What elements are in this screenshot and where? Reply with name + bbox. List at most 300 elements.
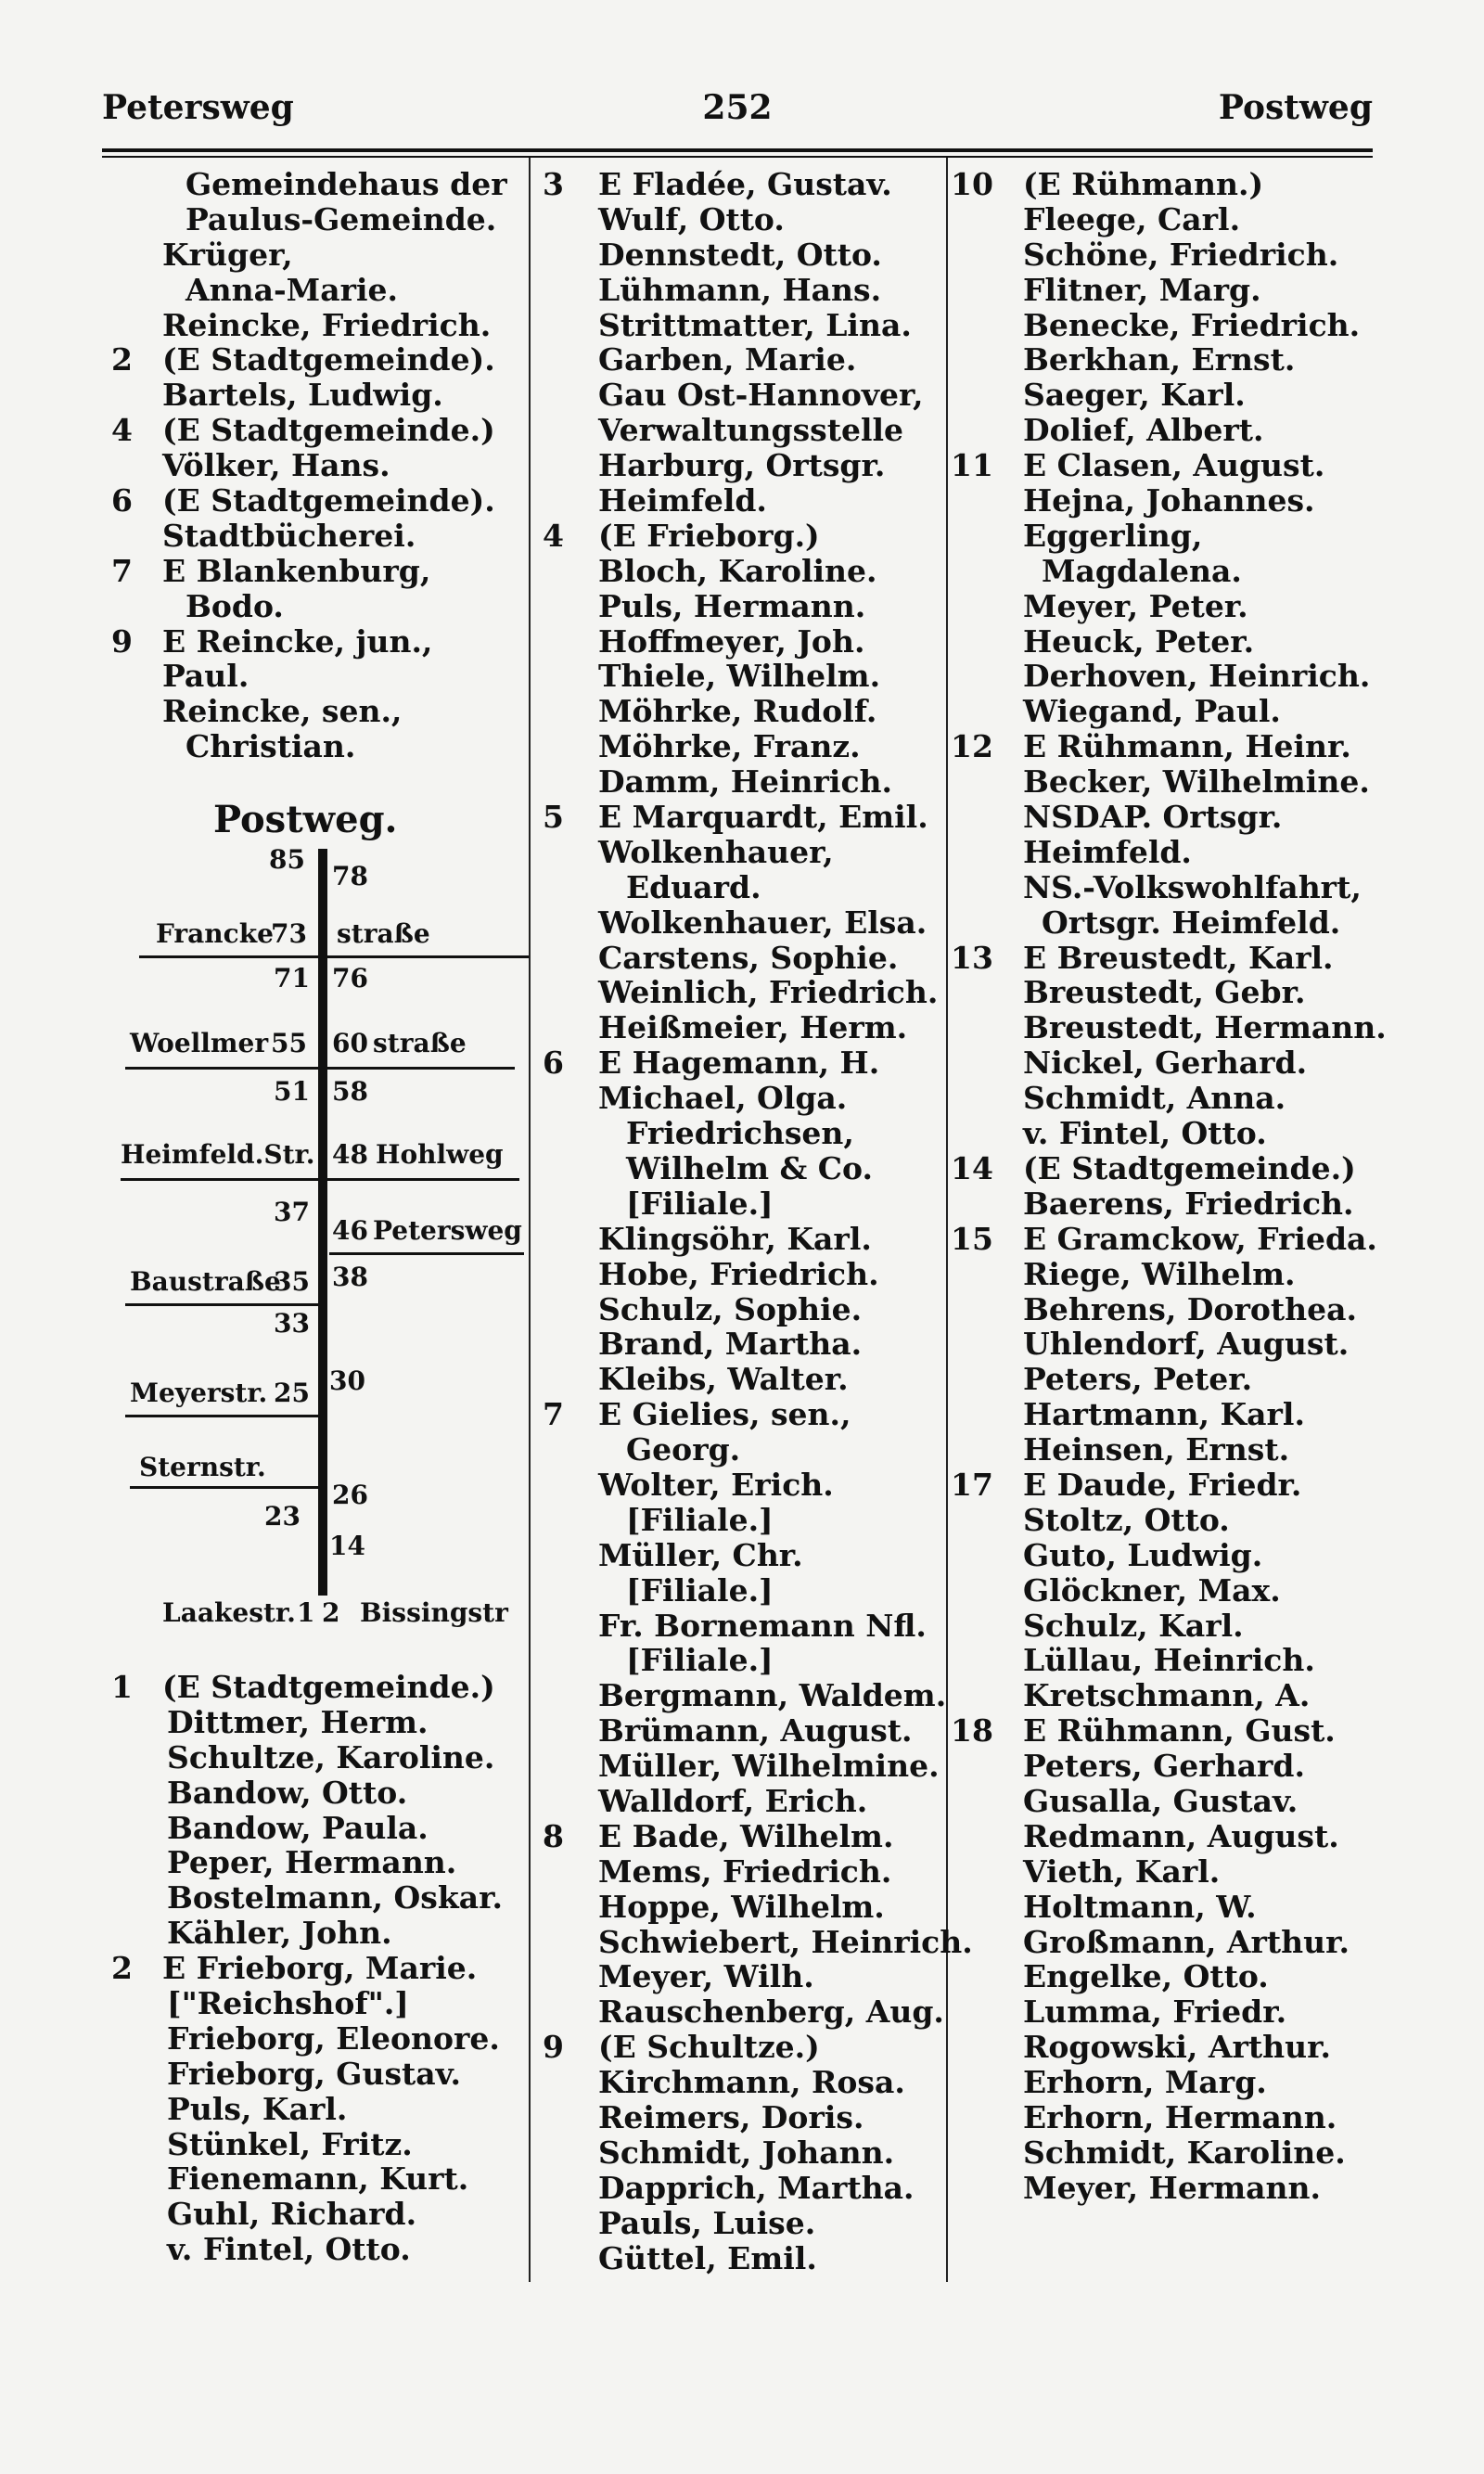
directory-entry [111,202,519,237]
directory-entry [951,1222,1377,1257]
cross-street-woellmer: Woellmer [130,1028,269,1058]
cross-street-suffix: straße [337,918,430,949]
house-number: 1 [297,1597,315,1628]
resident-name: Möhrke, Franz. [598,728,861,765]
cross-street-petersweg: Petersweg [373,1215,522,1246]
house-number: 2 [322,1597,340,1628]
resident-name: Ortsgr. Heimfeld. [1042,904,1341,941]
page-number: 252 [702,88,773,127]
directory-entry [111,273,519,308]
house-number: 38 [332,1262,368,1292]
house-number: 85 [269,844,305,875]
resident-name: E Clasen, August. [1023,447,1325,484]
directory-entry [543,448,941,483]
resident-name: Riege, Wilhelm. [1023,1255,1296,1292]
resident-name: Völker, Hans. [162,447,390,484]
resident-name: Müller, Chr. [598,1536,803,1573]
resident-name: ["Reichshof".] [167,1985,409,2022]
directory-entry [543,2171,941,2206]
resident-name: Anna-Marie. [186,271,398,308]
cross-street-heimfeld: Heimfeld.Str. [121,1139,315,1170]
directory-entry [111,729,519,764]
directory-entry [951,1643,1377,1678]
header-left-street: Petersweg [102,88,294,127]
directory-entry [543,764,941,800]
directory-entry [951,1573,1377,1609]
directory-entry [543,167,941,202]
resident-name: Erhorn, Marg. [1023,2064,1267,2101]
directory-entry [111,1880,519,1916]
resident-name: Mems, Friedrich. [598,1852,892,1890]
resident-name: Bodo. [186,587,284,624]
resident-name: Schultze, Karoline. [167,1738,495,1775]
directory-entry [543,589,941,624]
directory-entry [543,729,941,764]
resident-name: Meyer, Peter. [1023,587,1248,624]
resident-name: Carstens, Sophie. [598,939,899,976]
resident-name: Stoltz, Otto. [1023,1501,1230,1538]
resident-name: E Bade, Wilhelm. [598,1817,894,1854]
resident-name: Möhrke, Rudolf. [598,693,877,730]
directory-entry [111,378,519,413]
resident-name: (E Stadtgemeinde). [162,341,495,378]
directory-entry [543,1609,941,1644]
resident-name: Wolkenhauer, Elsa. [598,904,928,941]
resident-name: (E Rühmann.) [1023,166,1264,202]
resident-name: Bergmann, Waldem. [598,1677,947,1714]
directory-entry [951,1362,1377,1397]
directory-entry [111,1811,519,1846]
resident-name: Weinlich, Friedrich. [598,974,939,1011]
resident-name: Wolkenhauer, [598,833,834,870]
directory-entry [951,2065,1377,2100]
house-number: 23 [264,1501,301,1532]
resident-name: Paulus-Gemeinde. [186,200,497,237]
directory-entry [951,941,1377,976]
resident-name: Hejna, Johannes. [1023,482,1315,519]
diagram-title: Postweg. [213,798,398,841]
resident-name: Breustedt, Hermann. [1023,1009,1387,1046]
directory-entry [951,1009,1387,1046]
cross-street-line [130,1486,325,1489]
resident-name: Fleege, Carl. [1023,200,1241,237]
directory-entry [543,2206,941,2241]
cross-street-francke: Francke [156,918,274,949]
directory-entry [543,800,941,835]
resident-name: Schwiebert, Heinrich. [598,1923,973,1960]
resident-name: E Fladée, Gustav. [598,166,892,202]
directory-entry [543,1643,941,1678]
resident-name: NSDAP. Ortsgr. [1023,799,1283,836]
directory-entry [543,1713,941,1749]
cross-street-line [125,1415,320,1417]
resident-name: Frieborg, Eleonore. [167,2019,500,2057]
resident-name: Eduard. [626,868,761,905]
directory-entry [543,1292,941,1327]
directory-entry [543,342,941,378]
directory-entry [951,1749,1377,1784]
resident-name: Uhlendorf, August. [1023,1326,1350,1363]
resident-name: Schmidt, Karoline. [1023,2134,1346,2171]
resident-name: Bandow, Otto. [167,1774,408,1811]
house-number: 58 [332,1076,368,1107]
directory-entry [543,1993,944,2031]
resident-name: Strittmatter, Lina. [598,306,912,343]
resident-name: Heimfeld. [598,482,767,519]
cross-street-line [121,1178,519,1181]
cross-street-line [329,1252,524,1255]
column-1-bottom [111,1670,519,2267]
resident-name: Wilhelm & Co. [626,1149,873,1186]
house-number: 11 [951,447,993,484]
cross-street-meyerstr: Meyerstr. [130,1378,268,1408]
directory-entry [543,624,941,660]
resident-name: Güttel, Emil. [598,2239,817,2276]
directory-entry [543,659,941,694]
house-number: 9 [543,2029,564,2066]
directory-entry [951,1257,1377,1292]
house-number: 78 [332,861,368,891]
resident-name: Lumma, Friedr. [1023,1993,1287,2031]
resident-name: Bartels, Ludwig. [162,377,443,414]
resident-name: E Hagemann, H. [598,1045,880,1082]
directory-entry [543,1151,941,1186]
directory-entry [543,1222,941,1257]
directory-entry [111,519,519,554]
resident-name: Gemeindehaus der [186,166,507,202]
house-number: 12 [951,728,993,765]
directory-entry [543,1257,941,1292]
resident-name: Bloch, Karoline. [598,552,877,589]
directory-entry [111,554,519,589]
directory-entry [951,519,1377,554]
house-number: 73 [271,918,307,949]
directory-entry [543,870,941,905]
resident-name: Kretschmann, A. [1023,1677,1311,1714]
house-number: 51 [274,1076,310,1107]
resident-name: Walldorf, Erich. [598,1782,868,1819]
resident-name: Benecke, Friedrich. [1023,306,1361,343]
house-number: 10 [951,166,993,202]
directory-entry [951,554,1377,589]
directory-entry [111,1951,519,1986]
resident-name: Schmidt, Johann. [598,2134,895,2171]
resident-name: Derhoven, Heinrich. [1023,658,1371,695]
resident-name: E Blankenburg, [162,552,431,589]
directory-entry [951,1186,1377,1222]
resident-name: Erhorn, Hermann. [1023,2098,1337,2135]
directory-entry [543,905,941,941]
directory-entry [951,342,1377,378]
resident-name: Heuck, Peter. [1023,622,1255,660]
cross-street-bissingstr: Bissingstr [360,1597,508,1628]
resident-name: E Gramckow, Frieda. [1023,1220,1377,1257]
cross-street-line [125,1303,320,1306]
directory-entry [951,835,1377,870]
resident-name: Thiele, Wilhelm. [598,658,881,695]
resident-name: Becker, Wilhelmine. [1023,763,1370,801]
directory-entry [543,2065,941,2100]
house-number: 8 [543,1817,564,1854]
resident-name: Christian. [186,728,356,765]
resident-name: Peters, Gerhard. [1023,1748,1305,1785]
resident-name: Bostelmann, Oskar. [167,1879,503,1916]
resident-name: Hartmann, Karl. [1023,1396,1305,1433]
directory-entry [951,1609,1377,1644]
directory-entry [111,624,519,660]
resident-name: Reimers, Doris. [598,2098,864,2135]
cross-street-sternstr: Sternstr. [139,1452,266,1482]
resident-name: E Rühmann, Heinr. [1023,728,1351,765]
resident-name: Großmann, Arthur. [1023,1923,1350,1960]
resident-name: v. Fintel, Otto. [167,2231,411,2268]
resident-name: Michael, Olga. [598,1080,848,1117]
directory-entry [543,1397,941,1432]
resident-name: Bandow, Paula. [167,1809,429,1846]
directory-entry [543,1010,941,1045]
resident-name: Stünkel, Fritz. [167,2125,413,2162]
resident-name: Müller, Wilhelmine. [598,1748,940,1785]
resident-name: Wiegand, Paul. [1023,693,1281,730]
resident-name: Reincke, sen., [162,693,403,730]
resident-name: Engelke, Otto. [1023,1958,1269,1995]
resident-name: (E Stadtgemeinde). [162,482,495,519]
directory-entry [951,1116,1377,1151]
resident-name: v. Fintel, Otto. [1023,1115,1267,1152]
resident-name: Schöne, Friedrich. [1023,236,1339,273]
house-number: 6 [543,1045,564,1082]
resident-name: Magdalena. [1042,552,1242,589]
directory-entry [543,308,941,343]
resident-name: Glöckner, Max. [1023,1571,1281,1609]
resident-name: Brand, Martha. [598,1326,863,1363]
directory-entry [111,589,519,624]
directory-entry [543,1538,941,1573]
directory-entry [951,1081,1377,1116]
resident-name: Friedrichsen, [626,1115,854,1152]
resident-name: Peper, Hermann. [167,1844,457,1881]
directory-entry [951,905,1377,941]
directory-entry [543,1854,941,1890]
directory-entry [543,1784,941,1819]
house-number: 46 [332,1215,368,1246]
house-number: 14 [951,1149,993,1186]
house-number: 76 [332,963,368,993]
resident-name: E Daude, Friedr. [1023,1466,1302,1503]
resident-name: E Gielies, sen., [598,1396,851,1433]
directory-entry [111,2092,519,2127]
house-number: 60 [332,1028,368,1058]
resident-name: (E Stadtgemeinde.) [162,1669,495,1705]
column-divider-1 [529,158,531,2282]
resident-name: Puls, Hermann. [598,587,866,624]
directory-entry [543,519,941,554]
house-number: 14 [329,1531,365,1561]
directory-entry [543,2100,941,2135]
resident-name: Guto, Ludwig. [1023,1536,1263,1573]
resident-name: Wulf, Otto. [598,200,785,237]
directory-entry [111,1916,519,1951]
directory-entry [951,483,1377,519]
street-diagram [111,798,522,1651]
resident-name: (E Frieborg.) [598,517,820,554]
directory-entry [951,1819,1377,1854]
directory-entry [951,1432,1377,1468]
resident-name: Damm, Heinrich. [598,763,893,801]
directory-entry [111,2232,519,2267]
directory-entry [111,2021,519,2057]
header-rule-thin [102,156,1373,158]
resident-name: Lühmann, Hans. [598,271,882,308]
resident-name: Heinsen, Ernst. [1023,1431,1290,1468]
house-number: 26 [332,1480,368,1510]
column-divider-2 [946,158,948,2282]
directory-entry [111,342,519,378]
resident-name: Frieborg, Gustav. [167,2055,462,2092]
column-3 [951,166,1387,2206]
house-number: 7 [111,552,133,589]
cross-street-hohlweg: Hohlweg [376,1139,504,1170]
directory-entry [951,308,1377,343]
directory-entry [951,1538,1377,1573]
directory-entry [111,1740,519,1775]
house-number: 4 [111,412,133,449]
house-number: 2 [111,1950,133,1987]
house-number: 7 [543,1396,564,1433]
resident-name: Krüger, [162,236,293,273]
resident-name: Kirchmann, Rosa. [598,2064,905,2101]
resident-name: (E Schultze.) [598,2029,820,2066]
house-number: 5 [543,799,564,836]
directory-entry [543,1045,941,1081]
directory-entry [951,800,1377,835]
directory-entry [951,1678,1377,1713]
directory-entry [543,1573,941,1609]
directory-entry [543,975,941,1010]
header-rule [102,148,1373,152]
directory-entry [951,413,1377,448]
resident-name: Rauschenberg, Aug. [598,1993,944,2031]
resident-name: Pauls, Luise. [598,2204,816,2241]
resident-name: Baerens, Friedrich. [1023,1185,1354,1222]
directory-entry [951,1468,1377,1503]
resident-name: Dolief, Albert. [1023,412,1264,449]
directory-entry [111,1705,519,1740]
house-number: 6 [111,482,133,519]
directory-entry [543,835,941,870]
resident-name: E Rühmann, Gust. [1023,1712,1336,1750]
directory-entry [543,941,941,976]
directory-entry [543,1923,973,1960]
house-number: 3 [543,166,564,202]
directory-entry [951,1503,1377,1538]
directory-entry [543,1819,941,1854]
directory-entry [951,1994,1377,2030]
resident-name: Schulz, Karl. [1023,1607,1244,1644]
directory-entry [951,1292,1377,1327]
directory-entry [951,448,1377,483]
resident-name: Puls, Karl. [167,2090,348,2127]
directory-entry [111,659,519,694]
resident-name: Harburg, Ortsgr. [598,447,886,484]
resident-name: Rogowski, Arthur. [1023,2029,1331,2066]
resident-name: [Filiale.] [626,1185,774,1222]
resident-name: Heißmeier, Herm. [598,1009,908,1046]
directory-entry [111,2127,519,2162]
directory-entry [543,237,941,273]
cross-street-line [139,955,529,958]
directory-entry [951,694,1377,729]
directory-entry [951,167,1377,202]
house-number: 1 [111,1669,133,1705]
directory-entry [111,308,519,343]
directory-entry [951,975,1377,1010]
resident-name: Nickel, Gerhard. [1023,1045,1308,1082]
directory-entry [951,1045,1377,1081]
resident-name: Berkhan, Ernst. [1023,341,1296,378]
directory-entry [951,2030,1377,2065]
resident-name: Fienemann, Kurt. [167,2160,469,2198]
house-number: 33 [274,1308,310,1339]
street-axis [318,849,327,1596]
cross-street-line [125,1067,515,1070]
resident-name: Verwaltungsstelle [598,412,904,449]
resident-name: (E Stadtgemeinde.) [162,412,495,449]
resident-name: (E Stadtgemeinde.) [1023,1149,1356,1186]
directory-entry [951,1854,1377,1890]
directory-entry [543,2030,941,2065]
resident-name: Saeger, Karl. [1023,377,1246,414]
cross-street-laakestr: Laakestr. [162,1597,296,1628]
resident-name: Gusalla, Gustav. [1023,1782,1298,1819]
directory-entry [951,1151,1377,1186]
resident-name: Stadtbücherei. [162,517,416,554]
resident-name: E Marquardt, Emil. [598,799,928,836]
resident-name: Hoffmeyer, Joh. [598,622,865,660]
directory-entry [543,2241,941,2276]
resident-name: Behrens, Dorothea. [1023,1290,1357,1327]
directory-entry [951,1925,1377,1960]
house-number: 4 [543,517,564,554]
page-header [102,88,1373,135]
directory-entry [111,1845,519,1880]
directory-entry [951,1713,1377,1749]
house-number: 48 [332,1139,368,1170]
house-number: 13 [951,939,993,976]
resident-name: Dittmer, Herm. [167,1703,429,1740]
resident-name: Hoppe, Wilhelm. [598,1888,885,1925]
resident-name: Holtmann, W. [1023,1888,1257,1925]
resident-name: Schmidt, Anna. [1023,1080,1286,1117]
house-number: 2 [111,341,133,378]
resident-name: Meyer, Hermann. [1023,2169,1321,2206]
house-number: 15 [951,1220,993,1257]
resident-name: Eggerling, [1023,517,1203,554]
house-number: 71 [274,963,310,993]
directory-entry [543,1362,941,1397]
directory-entry [543,273,941,308]
resident-name: Lüllau, Heinrich. [1023,1642,1315,1679]
directory-entry [543,1327,941,1362]
resident-name: Hobe, Friedrich. [598,1255,879,1292]
directory-entry [111,237,519,273]
directory-entry [111,448,519,483]
resident-name: [Filiale.] [626,1501,774,1538]
directory-entry [543,1081,941,1116]
directory-entry [951,624,1377,660]
directory-entry [951,870,1377,905]
resident-name: Meyer, Wilh. [598,1958,814,1995]
